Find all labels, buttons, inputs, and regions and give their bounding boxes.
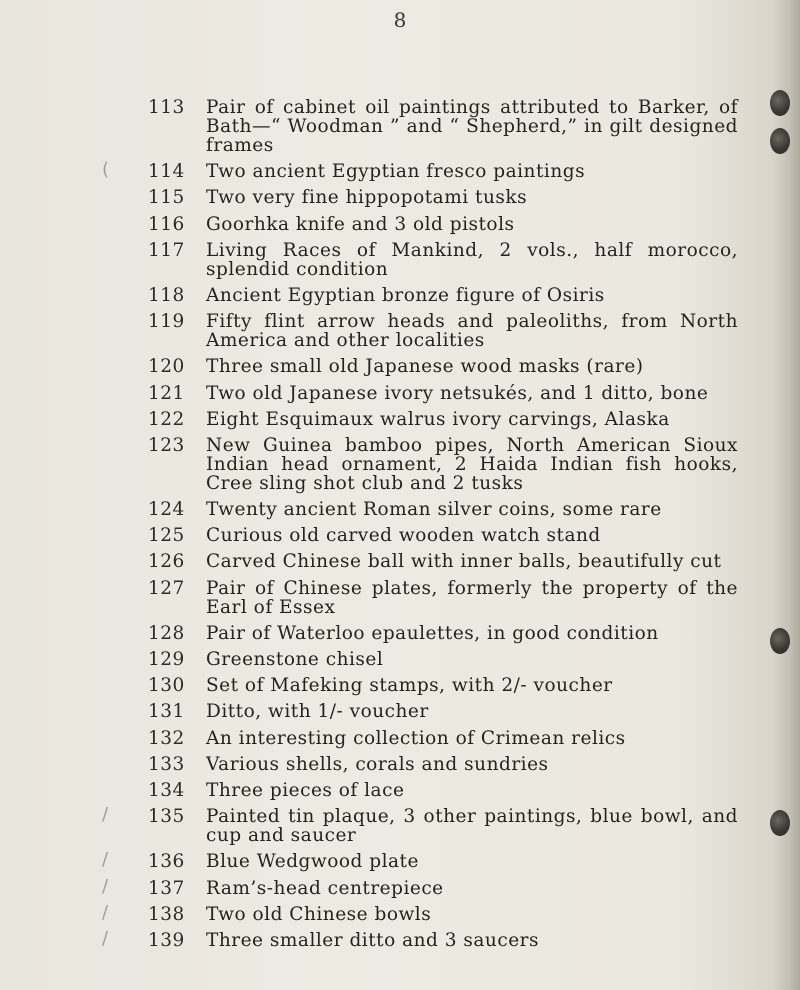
lot-number: 114 (148, 161, 185, 183)
lot-description: Ram’s-head centrepiece (206, 877, 444, 899)
handwritten-mark: ( (102, 159, 110, 181)
handwritten-mark: / (102, 849, 109, 871)
lot-number: 126 (148, 551, 185, 573)
lot-description: Fifty flint arrow heads and paleoliths, from North America and other localities (206, 311, 738, 352)
lot-entry (148, 552, 738, 571)
lot-entry (102, 875, 738, 899)
lot-number: 129 (148, 649, 185, 670)
binding-hole (770, 810, 790, 836)
lot-description: Pair of Waterloo epaulettes, in good condition (206, 622, 659, 644)
lot-entry (148, 702, 738, 721)
lot-entry (148, 98, 738, 155)
page-number: 8 (393, 8, 407, 32)
lot-entry (148, 755, 738, 774)
lot-number: 139 (148, 929, 185, 951)
handwritten-mark: / (102, 875, 109, 897)
lot-entry (148, 286, 738, 305)
lot-entry (148, 500, 738, 519)
lot-description: Pair of Chinese plates, formerly the property of the Earl of Essex (206, 577, 738, 618)
lot-number: 137 (148, 877, 185, 899)
lot-description: Pair of cabinet oil paintings attributed to Barker, of Bath—“ Woodman ” and “ Shepherd,” in gilt designed frames (206, 97, 738, 156)
handwritten-mark: / (102, 804, 109, 826)
lot-number: 134 (148, 779, 185, 801)
lot-number: 121 (148, 382, 185, 404)
lot-description: Two old Japanese ivory netsukés, and 1 ditto, bone (206, 382, 709, 404)
lot-number: 132 (148, 727, 185, 749)
lot-entry (148, 781, 738, 800)
lot-number: 138 (148, 903, 185, 925)
lot-number: 130 (148, 675, 185, 697)
lot-number: 118 (148, 284, 185, 306)
lot-entry (148, 215, 738, 234)
lot-entry (102, 849, 738, 873)
lot-description: Living Races of Mankind, 2 vols., half morocco, splendid condition (206, 239, 738, 280)
lot-entry (148, 384, 738, 403)
lot-description: Ancient Egyptian bronze figure of Osiris (206, 284, 605, 306)
lot-description: Eight Esquimaux walrus ivory carvings, Alaska (206, 408, 670, 430)
lot-number: 119 (148, 311, 185, 333)
lot-number: 113 (148, 97, 185, 118)
lot-description: Twenty ancient Roman silver coins, some rare (206, 499, 662, 521)
lot-number: 124 (148, 499, 185, 521)
lot-entry (148, 526, 738, 545)
lot-entry (148, 188, 738, 207)
lot-number: 120 (148, 356, 185, 378)
lot-entry (148, 729, 738, 748)
lot-entry (148, 410, 738, 429)
lot-description: Ditto, with 1/- voucher (206, 701, 429, 723)
lot-entry (148, 676, 738, 695)
lot-entry (102, 901, 738, 925)
handwritten-mark: / (102, 927, 109, 949)
lot-description: Blue Wedgwood plate (206, 851, 419, 873)
lot-number: 128 (148, 622, 185, 644)
lot-number: 127 (148, 577, 185, 599)
lot-description: Painted tin plaque, 3 other paintings, blue bowl, and cup and saucer (206, 806, 738, 847)
lot-number: 135 (148, 806, 185, 828)
lot-description: Curious old carved wooden watch stand (206, 525, 601, 547)
lot-description: An interesting collection of Crimean relics (206, 727, 626, 749)
lot-description: Three small old Japanese wood masks (rare) (206, 356, 644, 378)
lot-entry (148, 357, 738, 376)
lot-description: Greenstone chisel (206, 649, 384, 670)
lot-number: 115 (148, 187, 185, 209)
lot-entry (148, 579, 738, 617)
lot-description: Carved Chinese ball with inner balls, beautifully cut (206, 551, 722, 573)
binding-hole (770, 128, 790, 154)
lot-description: Two old Chinese bowls (206, 903, 432, 925)
lot-number: 116 (148, 213, 185, 235)
lot-description: Three pieces of lace (206, 779, 405, 801)
lot-description: Goorhka knife and 3 old pistols (206, 213, 515, 235)
lot-list (102, 97, 738, 957)
binding-hole (770, 628, 790, 654)
lot-description: Set of Mafeking stamps, with 2/- voucher (206, 675, 613, 697)
lot-entry (148, 650, 738, 669)
handwritten-mark: / (102, 901, 109, 923)
lot-entry (148, 312, 738, 350)
lot-number: 122 (148, 408, 185, 430)
lot-entry (102, 927, 738, 951)
lot-number: 125 (148, 525, 185, 547)
lot-description: Two ancient Egyptian fresco paintings (206, 161, 586, 183)
lot-entry (102, 804, 738, 847)
lot-description: New Guinea bamboo pipes, North American Sioux Indian head ornament, 2 Haida Indian fish hooks, Cree sling shot club and 2 tusks (206, 434, 738, 494)
lot-entry (148, 436, 738, 493)
lot-entry (102, 159, 738, 183)
lot-description: Three smaller ditto and 3 saucers (206, 929, 539, 951)
binding-hole (770, 90, 790, 116)
lot-description: Two very fine hippopotami tusks (206, 187, 528, 209)
lot-number: 136 (148, 851, 185, 873)
lot-entry (148, 624, 738, 643)
lot-number: 133 (148, 753, 185, 775)
lot-number: 131 (148, 701, 185, 723)
lot-number: 123 (148, 434, 185, 456)
lot-entry (148, 241, 738, 279)
lot-description: Various shells, corals and sundries (206, 753, 549, 775)
lot-number: 117 (148, 239, 185, 261)
